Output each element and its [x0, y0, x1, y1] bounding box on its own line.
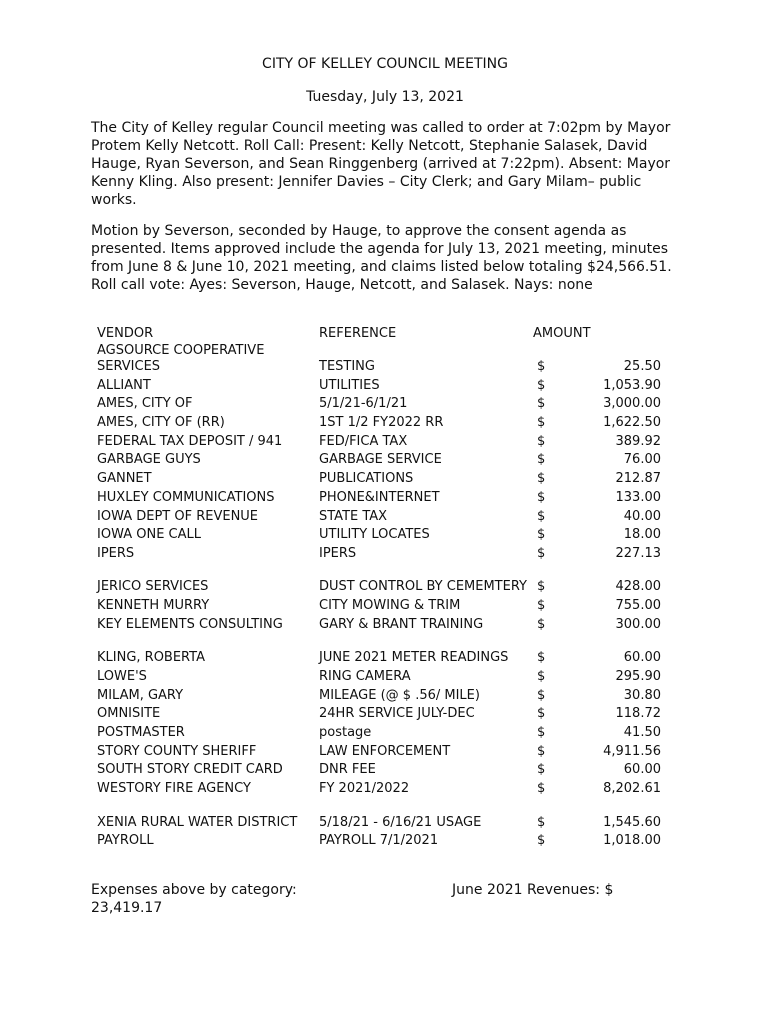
reference-cell: RING CAMERA	[319, 668, 411, 684]
table-row	[97, 634, 667, 668]
table-row	[97, 705, 667, 724]
currency-symbol: $	[537, 687, 546, 703]
table-row	[97, 451, 667, 470]
reference-cell: FY 2021/2022	[319, 781, 410, 797]
table-row	[97, 597, 667, 616]
reference-cell: 1ST 1/2 FY2022 RR	[319, 415, 444, 431]
vendor-cell: AMES, CITY OF	[97, 396, 193, 412]
reference-cell: postage	[319, 725, 372, 740]
amount-cell: 133.00	[615, 489, 661, 505]
table-row	[97, 470, 667, 489]
table-row	[97, 507, 667, 526]
reference-cell: UTILITIES	[319, 377, 380, 393]
table-row	[97, 743, 667, 762]
currency-symbol: $	[537, 650, 546, 666]
amount-cell: 300.00	[615, 616, 661, 632]
table-row	[97, 780, 667, 799]
reference-cell: 24HR SERVICE JULY-DEC	[319, 706, 475, 722]
table-row	[97, 832, 667, 851]
table-row	[97, 395, 667, 414]
vendor-cell: JERICO SERVICES	[97, 579, 209, 595]
currency-symbol: $	[537, 579, 546, 595]
vendor-cell: PAYROLL	[97, 833, 154, 849]
expenses-by-category-label: Expenses above by category:	[91, 882, 297, 898]
table-row	[97, 686, 667, 705]
amount-cell: 76.00	[623, 452, 661, 468]
currency-symbol: $	[537, 743, 546, 759]
vendor-cell: KENNETH MURRY	[97, 598, 210, 614]
currency-symbol: $	[537, 377, 546, 393]
table-row	[97, 433, 667, 452]
reference-cell: CITY MOWING & TRIM	[319, 598, 461, 614]
reference-cell: FED/FICA TAX	[319, 433, 408, 449]
vendor-cell: WESTORY FIRE AGENCY	[97, 781, 251, 797]
reference-cell: PHONE&INTERNET	[319, 489, 440, 505]
vendor-cell: STORY COUNTY SHERIFF	[97, 743, 257, 759]
reference-cell: DNR FEE	[319, 762, 376, 778]
reference-cell: PUBLICATIONS	[319, 471, 414, 487]
table-row	[97, 563, 667, 597]
currency-symbol: $	[537, 814, 546, 830]
vendor-cell: GARBAGE GUYS	[97, 452, 201, 468]
amount-cell: 428.00	[615, 579, 661, 595]
amount-cell: 8,202.61	[603, 781, 661, 797]
reference-cell: PAYROLL 7/1/2021	[319, 833, 439, 849]
claims-table-body	[97, 343, 667, 851]
vendor-cell: LOWE'S	[97, 668, 147, 684]
revenues-label: June 2021 Revenues: $	[452, 882, 614, 898]
currency-symbol: $	[537, 415, 546, 431]
amount-cell: 40.00	[623, 508, 661, 524]
amount-cell: 118.72	[615, 706, 661, 722]
currency-symbol: $	[537, 359, 546, 374]
table-row	[97, 377, 667, 396]
claims-table-header	[97, 326, 667, 343]
amount-cell: 1,622.50	[603, 415, 661, 431]
currency-symbol: $	[537, 616, 546, 632]
amount-cell: 212.87	[615, 471, 661, 487]
currency-symbol: $	[537, 508, 546, 524]
table-row	[97, 799, 667, 833]
amount-cell: 389.92	[615, 433, 661, 449]
currency-symbol: $	[537, 452, 546, 468]
reference-cell: MILEAGE (@ $ .56/ MILE)	[319, 687, 480, 703]
meeting-date: Tuesday, July 13, 2021	[306, 89, 464, 105]
reference-cell: JUNE 2021 METER READINGS	[319, 650, 509, 666]
table-row	[97, 526, 667, 545]
vendor-cell: XENIA RURAL WATER DISTRICT	[97, 814, 298, 830]
currency-symbol: $	[537, 725, 546, 740]
vendor-cell: KEY ELEMENTS CONSULTING	[97, 616, 283, 632]
column-header-amount: AMOUNT	[533, 326, 591, 341]
currency-symbol: $	[537, 706, 546, 722]
reference-cell: IPERS	[319, 545, 357, 561]
vendor-cell: GANNET	[97, 471, 152, 487]
vendor-cell: FEDERAL TAX DEPOSIT / 941	[97, 433, 283, 449]
amount-cell: 755.00	[615, 598, 661, 614]
table-row	[97, 414, 667, 433]
amount-cell: 25.50	[623, 359, 661, 374]
amount-cell: 227.13	[615, 545, 661, 561]
amount-cell: 1,053.90	[603, 377, 661, 393]
amount-cell: 295.90	[615, 668, 661, 684]
table-row	[97, 724, 667, 743]
currency-symbol: $	[537, 833, 546, 849]
vendor-cell: AMES, CITY OF (RR)	[97, 415, 225, 431]
reference-cell: 5/1/21-6/1/21	[319, 396, 408, 412]
revenues-total: 23,419.17	[91, 900, 163, 916]
amount-cell: 41.50	[623, 725, 661, 740]
table-row	[97, 545, 667, 564]
currency-symbol: $	[537, 545, 546, 561]
amount-cell: 30.80	[623, 687, 661, 703]
reference-cell: GARY & BRANT TRAINING	[319, 616, 484, 632]
currency-symbol: $	[537, 598, 546, 614]
reference-cell: DUST CONTROL BY CEMEMTERY	[319, 579, 527, 595]
vendor-cell: ALLIANT	[97, 377, 151, 393]
amount-cell: 1,545.60	[603, 814, 661, 830]
document-title: CITY OF KELLEY COUNCIL MEETING	[262, 56, 508, 72]
amount-cell: 18.00	[623, 527, 661, 543]
reference-cell: STATE TAX	[319, 508, 388, 524]
table-row	[97, 343, 667, 377]
vendor-cell: MILAM, GARY	[97, 687, 184, 703]
vendor-cell: POSTMASTER	[97, 725, 185, 740]
reference-cell: UTILITY LOCATES	[319, 527, 430, 543]
column-header-reference: REFERENCE	[319, 326, 397, 341]
column-header-vendor: VENDOR	[97, 326, 154, 341]
table-row	[97, 616, 667, 635]
vendor-cell: IOWA ONE CALL	[97, 527, 201, 543]
consent-agenda-paragraph: Motion by Severson, seconded by Hauge, to approve the consent agenda as presented. Items approved include the agenda for July 13, 2021 meeting, minutes from June 8 & June 10, 2021 meeting, and claims listed below totaling $24,566.51. Roll call vote: Ayes: Severson, Hauge, Netcott, and Salasek. Nays: none	[91, 223, 672, 293]
currency-symbol: $	[537, 471, 546, 487]
table-row	[97, 761, 667, 780]
vendor-cell: IOWA DEPT OF REVENUE	[97, 508, 259, 524]
amount-cell: 1,018.00	[603, 833, 661, 849]
amount-cell: 60.00	[623, 762, 661, 778]
call-to-order-paragraph: The City of Kelley regular Council meeting was called to order at 7:02pm by Mayor Protem Kelly Netcott. Roll Call: Present: Kelly Netcott, Stephanie Salasek, David Hauge, Ryan Severson, and Sean Ringgenberg (arrived at 7:22pm). Absent: Mayor Kenny Kling. Also present: Jennifer Davies – City Clerk; and Gary Milam– public works.	[91, 120, 671, 208]
reference-cell: 5/18/21 - 6/16/21 USAGE	[319, 814, 482, 830]
currency-symbol: $	[537, 781, 546, 797]
reference-cell: LAW ENFORCEMENT	[319, 743, 451, 759]
vendor-cell: AGSOURCE COOPERATIVE SERVICES	[97, 342, 265, 374]
currency-symbol: $	[537, 527, 546, 543]
claims-table	[97, 326, 667, 851]
vendor-cell: HUXLEY COMMUNICATIONS	[97, 489, 275, 505]
vendor-cell: KLING, ROBERTA	[97, 650, 205, 666]
vendor-cell: IPERS	[97, 545, 135, 561]
table-row	[97, 668, 667, 687]
currency-symbol: $	[537, 396, 546, 412]
table-row	[97, 489, 667, 508]
currency-symbol: $	[537, 489, 546, 505]
amount-cell: 4,911.56	[603, 743, 661, 759]
reference-cell: GARBAGE SERVICE	[319, 452, 442, 468]
amount-cell: 3,000.00	[603, 396, 661, 412]
amount-cell: 60.00	[623, 650, 661, 666]
currency-symbol: $	[537, 433, 546, 449]
currency-symbol: $	[537, 668, 546, 684]
reference-cell: TESTING	[319, 359, 375, 374]
vendor-cell: OMNISITE	[97, 706, 161, 722]
vendor-cell: SOUTH STORY CREDIT CARD	[97, 762, 283, 778]
currency-symbol: $	[537, 762, 546, 778]
